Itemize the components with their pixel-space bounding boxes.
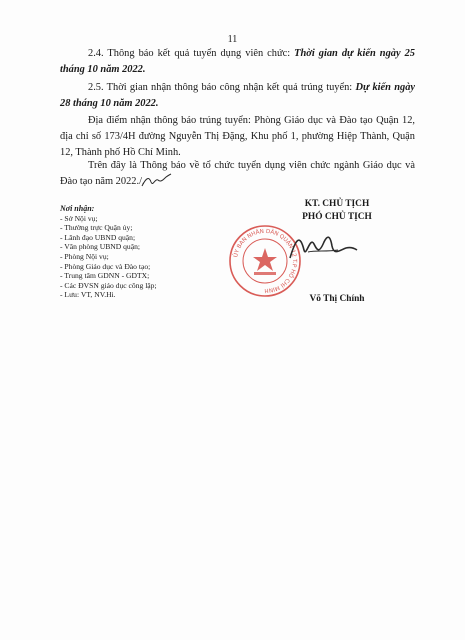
page-number: 11 xyxy=(227,34,238,45)
recipient-item: - Lưu: VT, NV.Hi. xyxy=(60,290,116,300)
location-paragraph xyxy=(60,113,415,161)
recipient-item: - Phòng Nội vụ; xyxy=(60,251,109,261)
recipient-item: - Lãnh đạo UBND quận; xyxy=(60,232,136,242)
signer-name: Võ Thị Chính xyxy=(309,294,365,304)
signature-title-1: KT. CHỦ TỊCH xyxy=(304,199,370,209)
seal-text: ỦY BAN NHÂN DÂN QUẬN 12 T.P HỒ CHÍ MINH xyxy=(233,228,298,294)
item-2-4-lead: 2.4. Thông báo kết quả tuyển dụng viên chức: xyxy=(88,48,295,59)
recipient-item: - Thường trực Quận ủy; xyxy=(60,223,133,233)
handwritten-signature xyxy=(286,228,358,266)
item-2-5 xyxy=(60,80,415,112)
item-2-4 xyxy=(60,46,415,78)
location-text: Địa điểm nhận thông báo trúng tuyển: Phòng Giáo dục và Đào tạo Quận 12, địa chỉ số 173/4H đường Nguyễn Thị Đặng, Khu phố 1, phường Hiệp Thành, Quận 12, Thành phố Hồ Chí Minh. xyxy=(60,115,415,158)
item-2-5-lead: 2.5. Thời gian nhận thông báo công nhận kết quả trúng tuyển: xyxy=(88,82,356,93)
item-2-5-date: Dự kiến ngày 28 tháng 10 năm 2022. xyxy=(60,82,415,109)
recipient-item: - Phòng Giáo dục và Đào tạo; xyxy=(60,261,151,271)
closing-paragraph xyxy=(60,158,415,190)
signature-title-2: PHÓ CHỦ TỊCH xyxy=(302,212,372,222)
recipient-item: - Sở Nội vụ; xyxy=(60,213,98,223)
initial-mark xyxy=(140,172,172,190)
recipients-block xyxy=(60,204,250,300)
recipients-list xyxy=(60,214,250,300)
closing-text: Trên đây là Thông báo về tổ chức tuyển dụng viên chức ngành Giáo dục và Đào tạo năm 2022./. xyxy=(60,160,415,187)
recipient-item: - Văn phòng UBND quận; xyxy=(60,242,141,252)
recipient-item: - Các ĐVSN giáo dục công lập; xyxy=(60,280,157,290)
recipients-heading: Nơi nhận: xyxy=(60,204,95,213)
item-2-4-date: Thời gian dự kiến ngày 25 tháng 10 năm 2022. xyxy=(60,48,415,75)
recipient-item: - Trung tâm GDNN - GDTX; xyxy=(60,271,150,281)
